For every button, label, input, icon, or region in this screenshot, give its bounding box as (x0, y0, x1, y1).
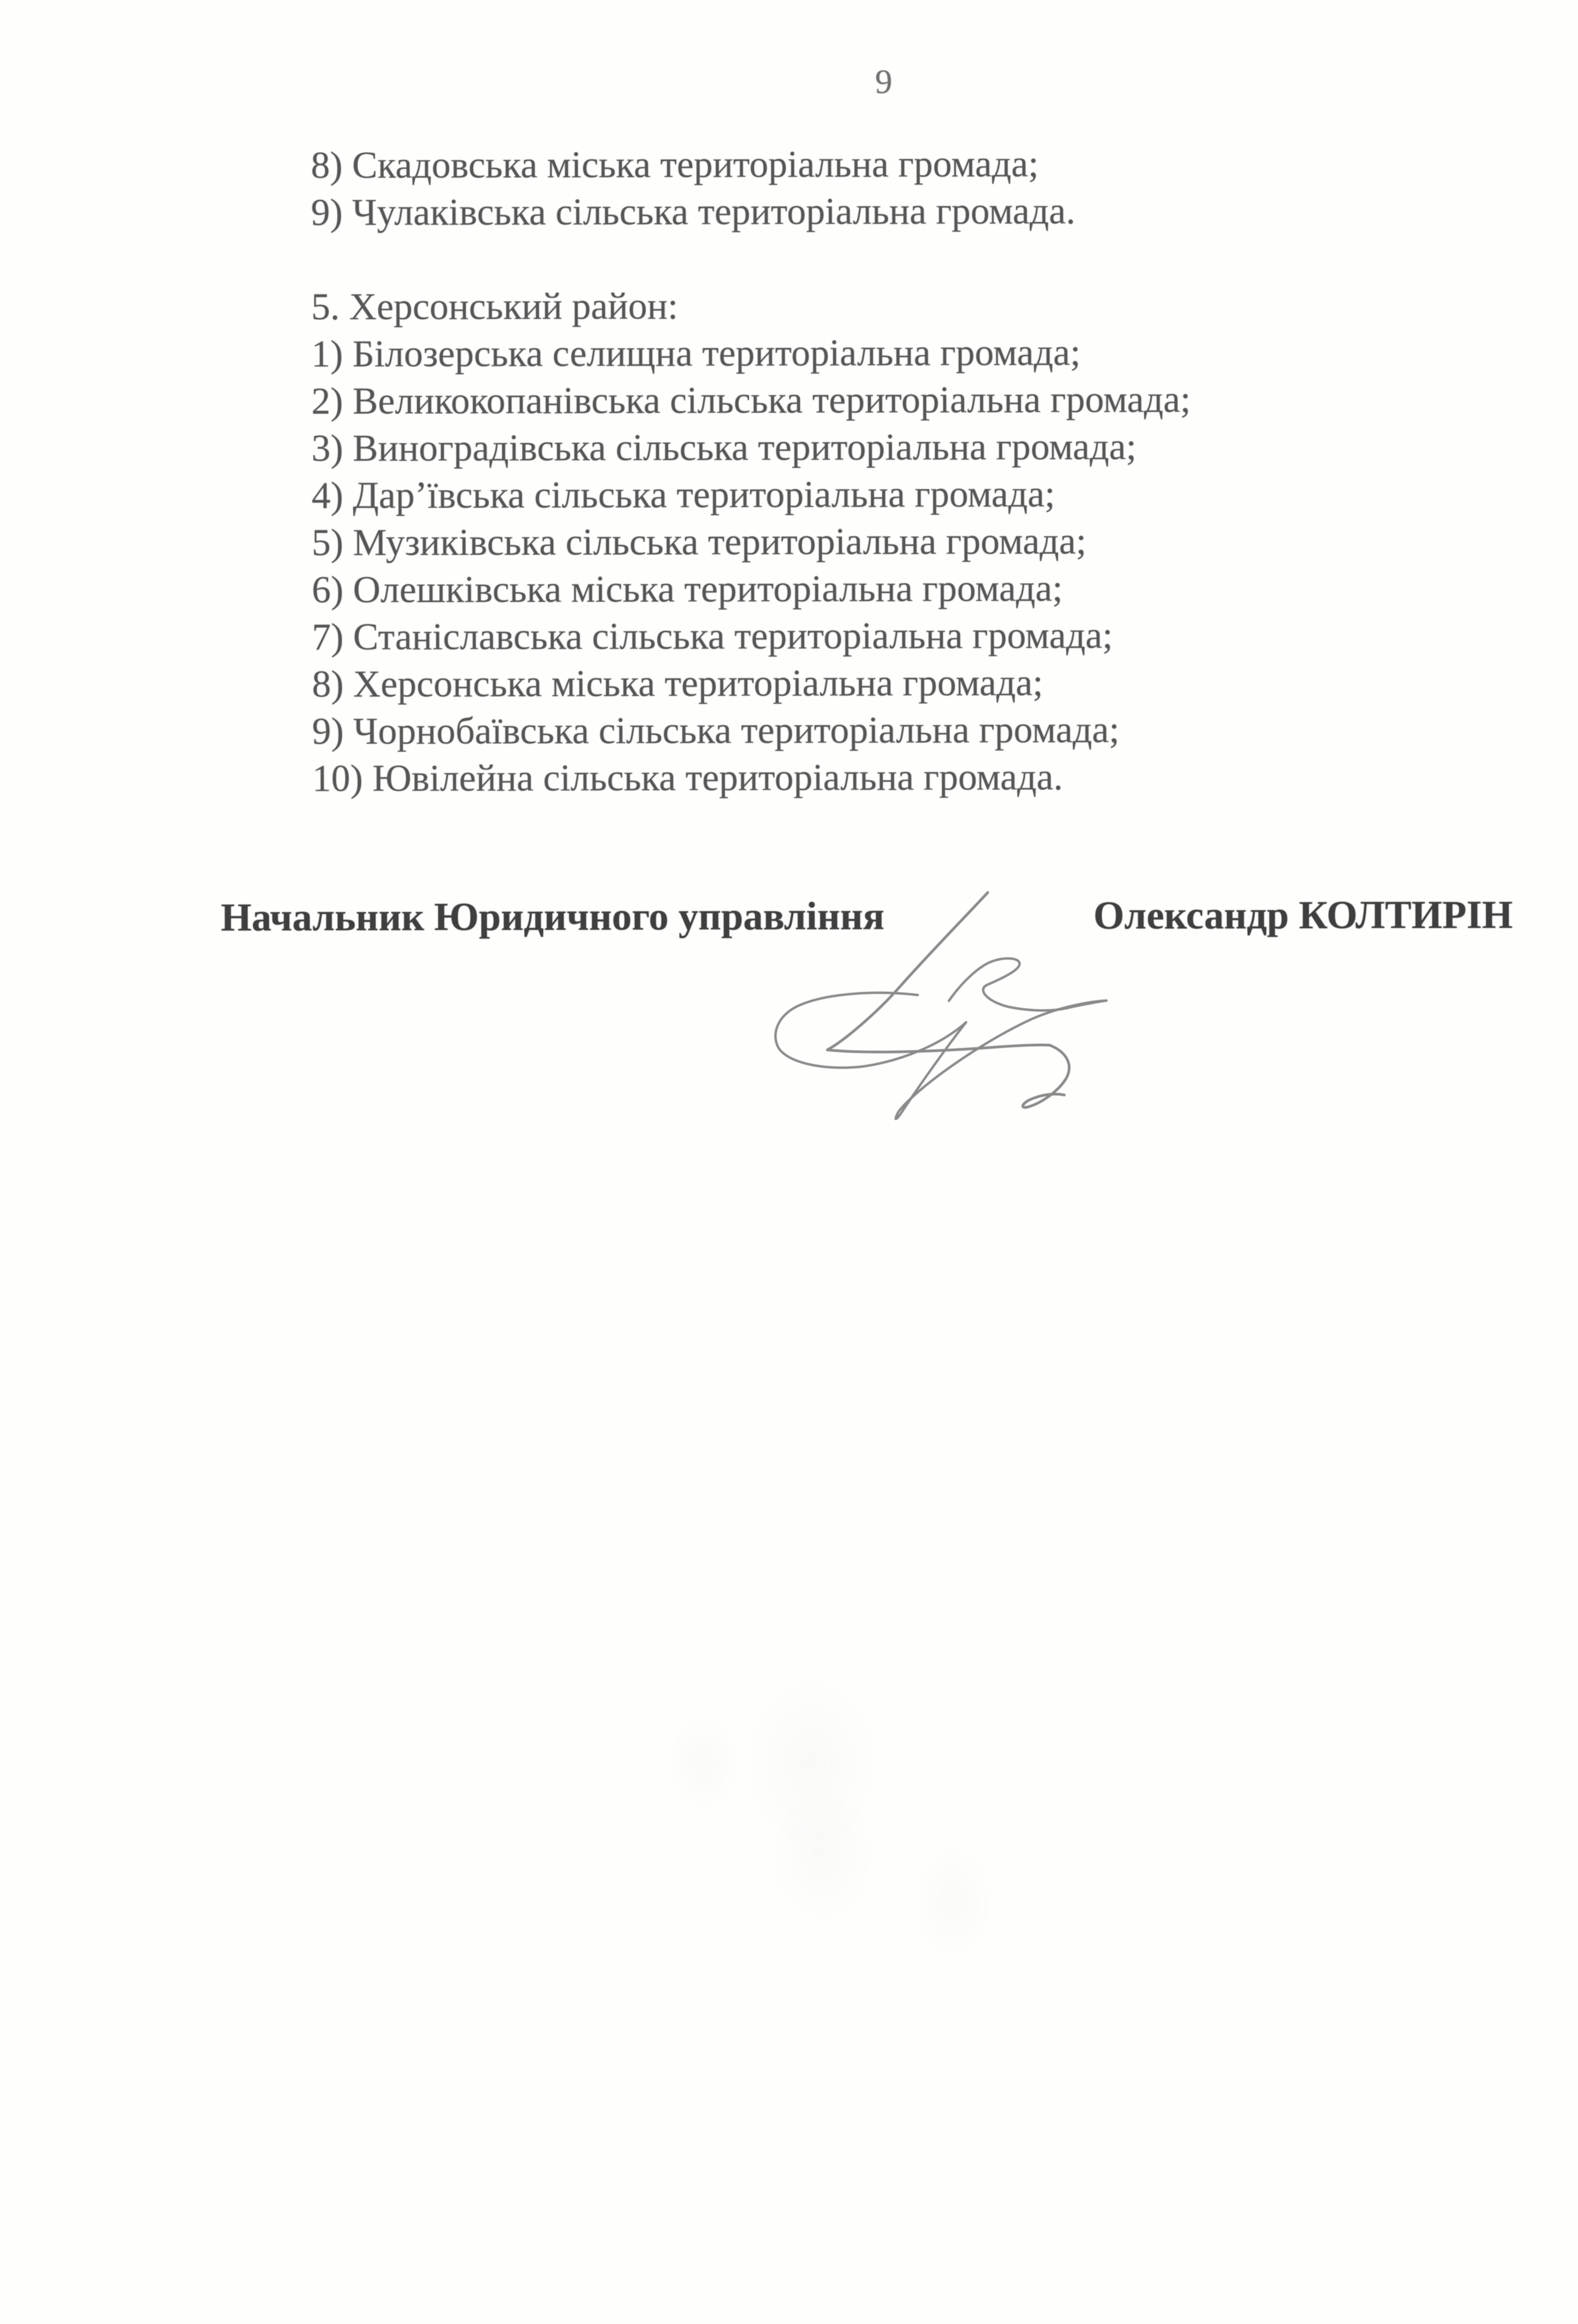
signature-scribble (761, 878, 1137, 1126)
list-item: 6) Олешківська міська територіальна громада; (311, 567, 1063, 611)
intro-list (311, 140, 1329, 236)
list-item: 7) Станіславська сільська територіальна громада; (311, 614, 1113, 658)
signature-ink-icon (761, 878, 1137, 1126)
list-item: 5) Музиківська сільська територіальна громада; (311, 520, 1087, 564)
bleedthrough-mark (913, 1843, 994, 1961)
list-item: 1) Білозерська селищна територіальна громада; (311, 331, 1081, 375)
list-item: 8) Херсонська міська територіальна громада; (311, 662, 1044, 705)
list-item: 3) Виноградівська сільська територіальна громада; (311, 426, 1137, 470)
list-item: 2) Великокопанівська сільська територіальна громада; (311, 378, 1191, 422)
bleedthrough-mark (768, 1785, 876, 1924)
page-number: 9 (875, 62, 892, 101)
list-item: 4) Дар’ївська сільська територіальна громада; (311, 473, 1055, 517)
document-body (311, 140, 1331, 802)
list-item: 10) Ювілейна сільська територіальна громада. (312, 756, 1063, 800)
list-item: 8) Скадовська міська територіальна громада; (310, 143, 1039, 187)
list-item: 9) Чулаківська сільська територіальна громада. (311, 190, 1076, 234)
blank-line (311, 234, 1329, 284)
section-heading: 5. Херсонський район: (311, 285, 679, 328)
bleedthrough-mark (666, 1715, 741, 1812)
list-item: 9) Чорнобаївська сільська територіальна громада; (312, 709, 1120, 753)
signoff-title: Начальник Юридичного управління (220, 894, 885, 940)
bleedthrough-mark (741, 1672, 881, 1855)
signoff-name: Олександр КОЛТИРІН (1093, 893, 1513, 938)
community-list (311, 329, 1331, 802)
